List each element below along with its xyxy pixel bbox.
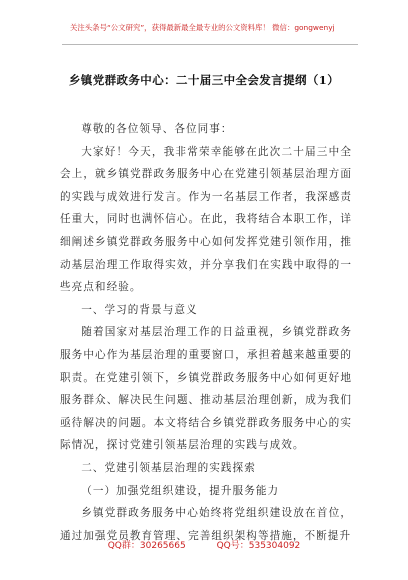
- body-paragraph: 随着国家对基层治理工作的日益重视，乡镇党群政务服务中心作为基层治理的重要窗口，承担着越来越重要的职责。在党建引领下，乡镇党群政务服务中心如何更好地服务群众、解决民生问题、推动基层治理创新，成为我们亟待解决的问题。本文将结合乡镇党群政务服务中心的实际情况，探讨党建引领基层治理的实践与成效。: [60, 326, 352, 452]
- qq-group-text: QQ群：30265665: [107, 541, 186, 551]
- document-title: 乡镇党群政务中心：二十届三中全会发言提纲（1）: [68, 73, 340, 87]
- section-heading: 二、党建引领基层治理的实践探索: [81, 461, 256, 474]
- footer-contact: [0, 538, 408, 551]
- salutation: 尊敬的各位领导、各位同事：: [81, 123, 233, 135]
- subsection-heading: （一）加强党组织建设，提升服务能力: [81, 484, 280, 497]
- qq-number-text: QQ号：535304092: [216, 541, 301, 551]
- section-heading: 一、学习的背景与意义: [81, 303, 198, 316]
- header-divider: [62, 44, 358, 45]
- document-body: [60, 118, 352, 547]
- body-paragraph: 乡镇党群政务服务中心始终将党组织建设放在首位，通过加强党员教育管理、完善组织架构等措施，不断提升: [60, 507, 352, 542]
- header-banner: 关注头条号“公文研究”，获得最新最全最专业的公文资料库！ 微信：gongwenyj: [70, 23, 335, 32]
- body-paragraph: 大家好！今天，我非常荣幸能够在此次二十届三中全会上，就乡镇党群政务服务中心在党建引领基层治理方面的实践与成效进行发言。作为一名基层工作者，我深感责任重大，同时也满怀信心。在此，我将结合本职工作，详细阐述乡镇党群政务服务中心如何发挥党建引领作用，推动基层治理工作取得实效，并分享我们在实践中取得的一些亮点和经验。: [60, 145, 352, 294]
